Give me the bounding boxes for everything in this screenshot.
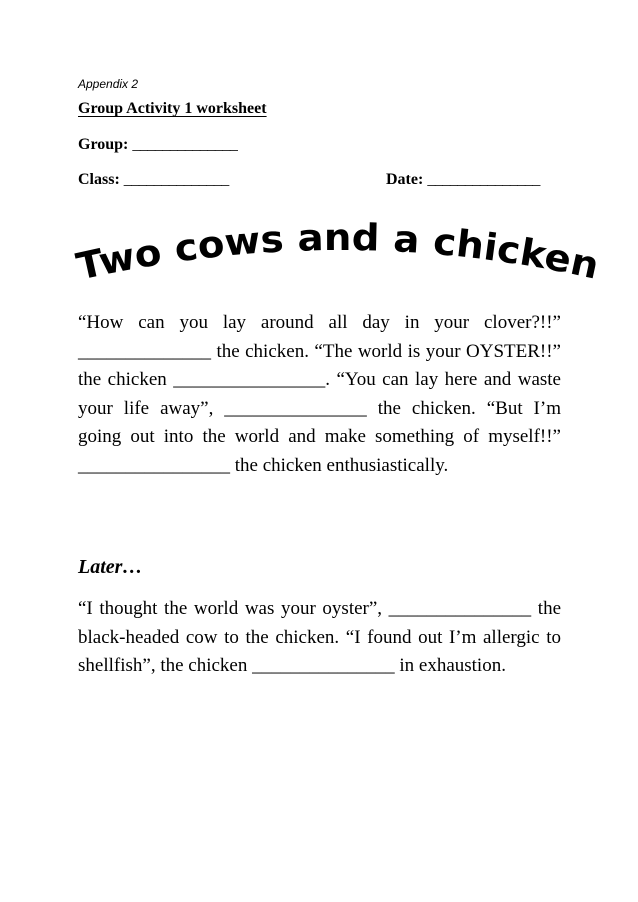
group-field [78,136,237,154]
appendix-label: Appendix 2 [78,77,139,91]
group-blank-line: ______________ [132,136,238,153]
group-label: Group: [78,136,129,153]
date-blank-line: _______________ [427,171,540,188]
class-field [78,171,229,189]
title-text: Two cows and a chicken [72,215,602,289]
class-blank-line: ______________ [123,171,229,188]
svg-text:Two cows and a chicken [73,216,603,289]
worksheet-heading: Group Activity 1 worksheet [78,100,267,117]
worksheet-title [70,215,610,297]
later-heading: Later… [78,556,143,578]
date-field [386,171,540,189]
story-paragraph-2: “I thought the world was your oyster”, _______________ the black-headed cow to the chicken. “I found out I’m allergic to shellfish”, the chicken _______________ in exhaustion. [78,598,561,676]
story-paragraph-1: “How can you lay around all day in your clover?!!” ______________ the chicken. “The world is your OYSTER!!” the chicken ________________. “You can lay here and waste your life away”, _______________ the chicken. “But I’m going out into the world and make something of myself!!” ________________ the chicken enthusiastically. [78,312,561,476]
date-label: Date: [386,171,424,188]
class-label: Class: [78,171,120,188]
